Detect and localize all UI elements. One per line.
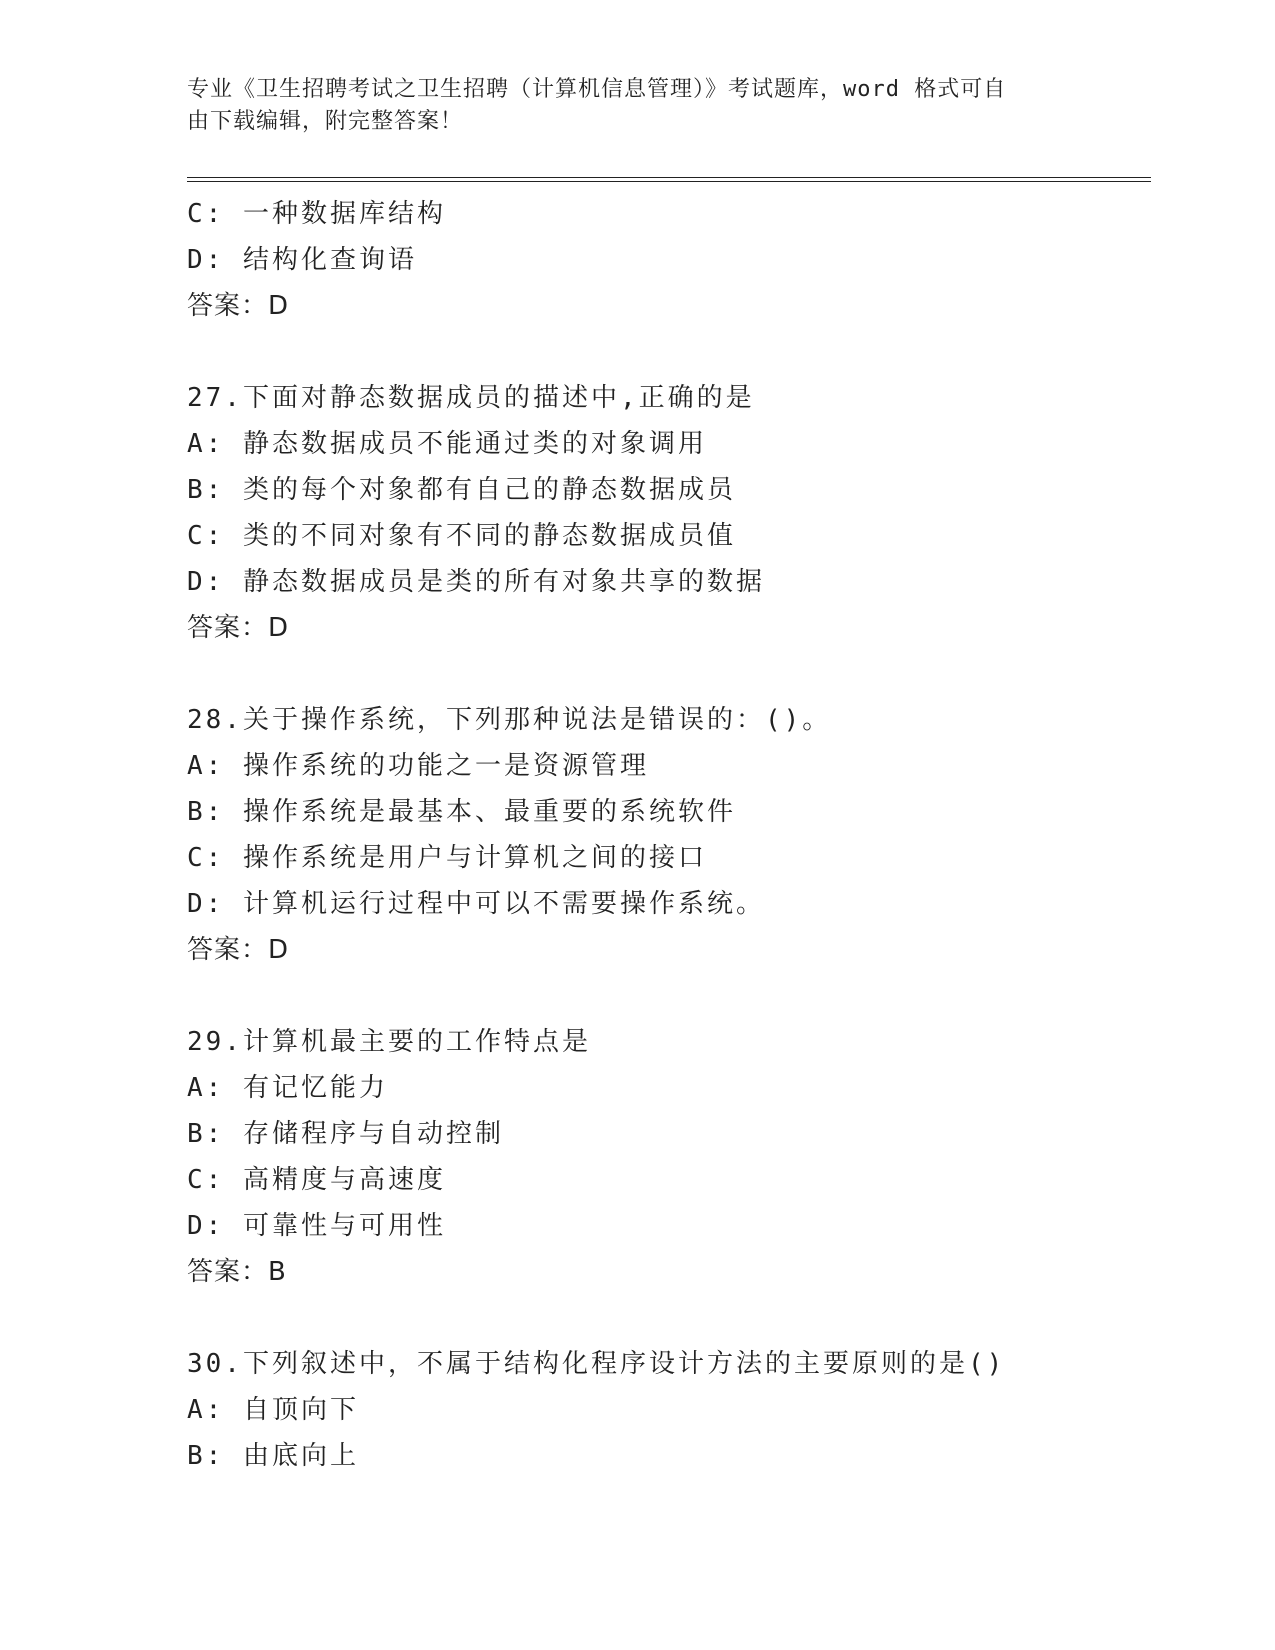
option-a: A: 操作系统的功能之一是资源管理	[187, 751, 649, 781]
spacer	[187, 1295, 1147, 1341]
option-d: D: 结构化查询语	[187, 245, 417, 275]
question-27	[187, 375, 1147, 651]
question-list	[187, 191, 1147, 1479]
spacer	[187, 973, 1147, 1019]
option-c: C: 类的不同对象有不同的静态数据成员值	[187, 521, 736, 551]
question-29	[187, 1019, 1147, 1295]
question-continuation	[187, 191, 1147, 329]
spacer	[187, 651, 1147, 697]
option-a: A: 有记忆能力	[187, 1073, 388, 1103]
answer-line: 答案：B	[187, 1257, 287, 1287]
header-line-1: 专业《卫生招聘考试之卫生招聘（计算机信息管理）》考试题库，word 格式可自	[187, 77, 1007, 102]
option-b: B: 存储程序与自动控制	[187, 1119, 504, 1149]
question-30	[187, 1341, 1147, 1479]
option-a: A: 自顶向下	[187, 1395, 359, 1425]
answer-line: 答案：D	[187, 291, 290, 321]
option-d: D: 可靠性与可用性	[187, 1211, 446, 1241]
document-header	[187, 74, 1087, 138]
answer-line: 答案：D	[187, 935, 290, 965]
question-28	[187, 697, 1147, 973]
question-stem: 28.关于操作系统，下列那种说法是错误的：()。	[187, 705, 832, 735]
option-b: B: 类的每个对象都有自己的静态数据成员	[187, 475, 736, 505]
header-divider	[187, 177, 1151, 182]
option-d: D: 计算机运行过程中可以不需要操作系统。	[187, 889, 765, 919]
option-c: C: 操作系统是用户与计算机之间的接口	[187, 843, 707, 873]
question-stem: 27.下面对静态数据成员的描述中,正确的是	[187, 383, 755, 413]
option-c: C: 一种数据库结构	[187, 199, 446, 229]
spacer	[187, 329, 1147, 375]
option-d: D: 静态数据成员是类的所有对象共享的数据	[187, 567, 765, 597]
option-a: A: 静态数据成员不能通过类的对象调用	[187, 429, 707, 459]
option-b: B: 操作系统是最基本、最重要的系统软件	[187, 797, 736, 827]
answer-line: 答案：D	[187, 613, 290, 643]
option-b: B: 由底向上	[187, 1441, 359, 1471]
question-stem: 30.下列叙述中，不属于结构化程序设计方法的主要原则的是()	[187, 1349, 1006, 1379]
question-stem: 29.计算机最主要的工作特点是	[187, 1027, 591, 1057]
option-c: C: 高精度与高速度	[187, 1165, 446, 1195]
header-line-2: 由下载编辑，附完整答案！	[187, 109, 464, 134]
